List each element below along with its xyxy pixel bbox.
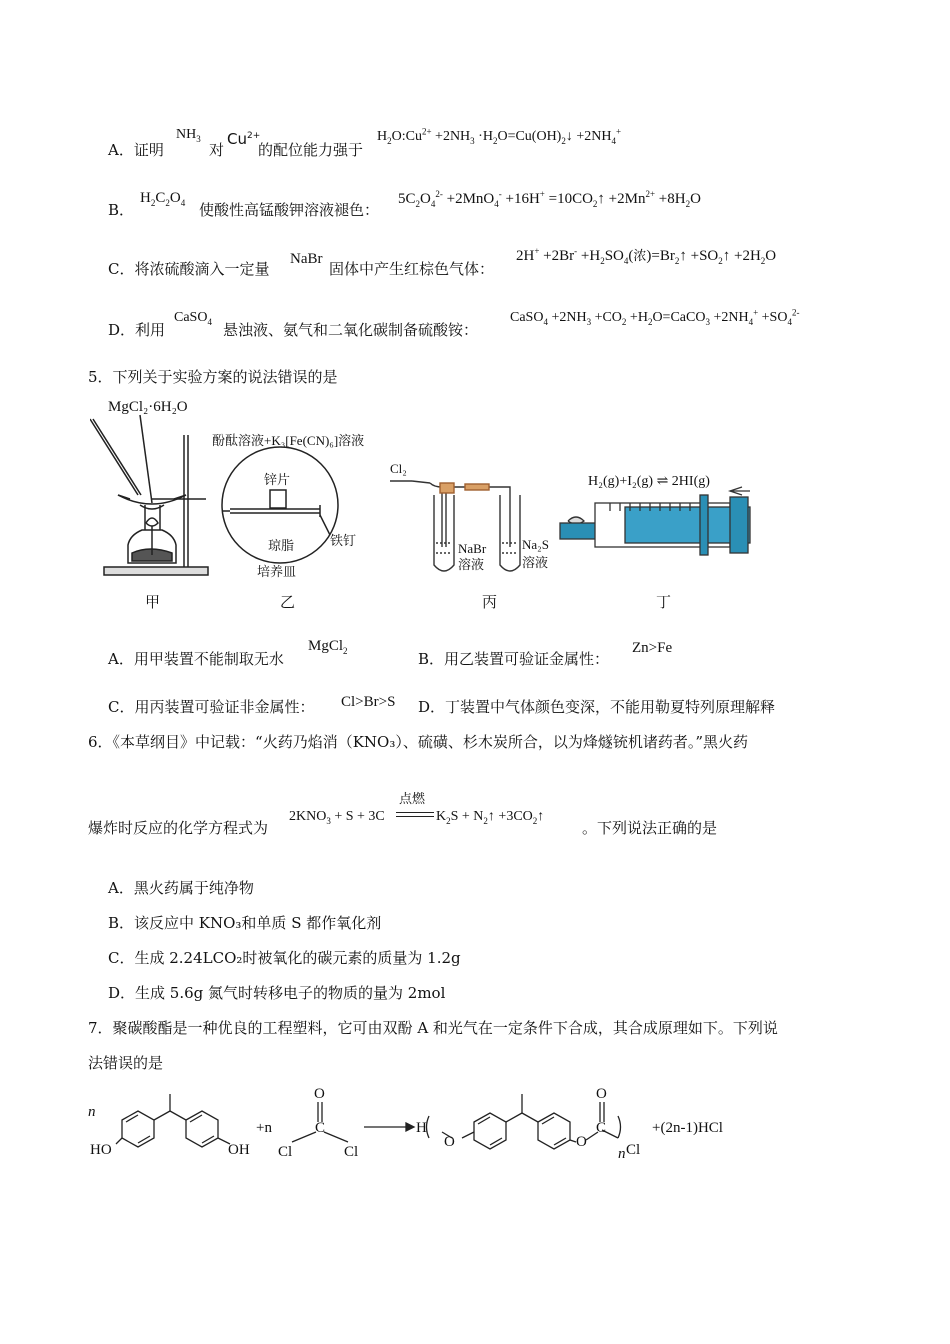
q4-option-d: D．利用 [108, 321, 166, 339]
q6-condition: 点燃 [399, 792, 426, 807]
q7-phosgene-c: C [315, 1120, 326, 1136]
q4-option-a: A．证明 [108, 141, 164, 159]
q4-c-equation: $2H^+ +2Br^- +H_2SO_4$(浓)$=Br_2↑$ $+SO_2↑ +2H_2O$ [516, 246, 777, 266]
q7-polymer-carbonyl-o: O [596, 1086, 607, 1102]
q7-polymer-o-right: O [576, 1134, 587, 1150]
q6-stem2: 爆炸时反应的化学方程式为 [88, 819, 269, 837]
ding-equation: H₂(g)+I₂(g) ⇌ 2HI(g) [588, 474, 710, 489]
jia-reagent-label: MgCl₂·6H₂O [108, 399, 188, 415]
q7-plus-n-label: +n [256, 1120, 272, 1136]
q4-option-c: C．将浓硫酸滴入一定量 [108, 260, 270, 278]
q7-oh-label: OH [228, 1142, 250, 1158]
yi-title: 酚酞溶液+K₃[Fe(CN)₆]溶液 [212, 433, 365, 448]
yi-dish-label: 培养皿 [257, 564, 297, 579]
q7-polymer-h: H [416, 1120, 427, 1136]
q4-a-nh3: $NH_3$ [176, 127, 201, 144]
q4-d-caso4: CaSO$_4$ [174, 310, 212, 327]
q6-equation-left: $2KNO_3 + S + 3C$ [289, 809, 385, 826]
q7-reaction-scheme [82, 1082, 882, 1172]
q5-option-a: A．用甲装置不能制取无水 [108, 650, 284, 668]
q5-option-c: C．用丙装置可验证非金属性： [108, 698, 315, 716]
q7-phosgene-cl-left: Cl [278, 1144, 293, 1160]
q7-polymer-cl: Cl [626, 1142, 641, 1158]
apparatus-bing [390, 481, 520, 571]
q7-phosgene-o: O [314, 1086, 325, 1102]
q4-c-nabr: NaBr [290, 251, 323, 267]
q7-ho-label: HO [90, 1142, 112, 1158]
bing-nabr-solution: 溶液 [458, 557, 485, 572]
q7-stem2: 法错误的是 [88, 1054, 164, 1072]
q5-c-order: Cl>Br>S [341, 694, 396, 710]
q4-b-text: 使酸性高锰酸钾溶液褪色： [199, 201, 380, 219]
q5-b-znfe: Zn>Fe [632, 640, 673, 656]
apparatus-jia [90, 399, 208, 575]
q5-stem: 5．下列关于实验方案的说法错误的是 [88, 368, 338, 386]
q4-a-text2: 的配位能力强于 [258, 141, 364, 159]
q5-apparatus-figure [90, 395, 870, 615]
q4-d-text: 悬浊液、氨气和二氧化碳制备硫酸铵： [223, 321, 479, 339]
caption-jia: 甲 [145, 595, 161, 611]
bing-na2s-label: Na₂S [522, 537, 549, 552]
q5-a-mgcl2: MgCl$_2$ [308, 638, 348, 656]
q7-polymer-c: C [596, 1120, 607, 1136]
q6-stem3: 。下列说法正确的是 [582, 819, 718, 837]
caption-ding: 丁 [656, 595, 672, 611]
q6-stem: 6．《本草纲目》中记载：“火药乃焰消（KNO₃）、硫磺、杉木炭所合，以为烽燧铳机诸药者。”黑火药 [88, 733, 749, 751]
q6-option-c: C．生成 2.24LCO₂时被氧化的碳元素的质量为 1.2g [108, 949, 461, 967]
q4-d-equation: CaSO$_4$ $+2NH_3 +CO_2$ $+H_2O=CaCO_3 +2NH_4^+ +SO_4^{2-}$ [510, 307, 800, 327]
q4-c-text: 固体中产生红棕色气体： [329, 260, 495, 278]
q6-equation-right: $K_2S$ + $N_2↑$ $+3CO_2↑$ [436, 809, 545, 826]
q6-option-d: D．生成 5.6g 氮气时转移电子的物质的量为 2mol [108, 984, 446, 1002]
q5-option-b: B．用乙装置可验证金属性： [418, 650, 610, 668]
q4-b-h2c2o4: $H_2C_2O_4$ [140, 190, 186, 208]
yi-zinc-label: 锌片 [264, 472, 291, 487]
bing-nabr-label: NaBr [458, 541, 487, 556]
q5-option-d: D．丁装置中气体颜色变深，不能用勒夏特列原理解释 [418, 698, 776, 716]
caption-yi: 乙 [280, 595, 296, 611]
q7-byproduct: +(2n-1)HCl [652, 1120, 723, 1136]
q4-option-b: B． [108, 201, 135, 219]
q7-n-label: n [88, 1104, 96, 1120]
caption-bing: 丙 [482, 595, 498, 611]
q7-phosgene-cl-right: Cl [344, 1144, 359, 1160]
yi-agar-label: 琼脂 [268, 538, 295, 553]
apparatus-ding [560, 487, 750, 555]
q4-a-cu: $Cu^{2+}$ [227, 130, 261, 148]
q6-option-b: B．该反应中 KNO₃和单质 S 都作氧化剂 [108, 914, 382, 932]
bing-cl2-label: Cl₂ [390, 461, 407, 476]
q4-a-equation: $H_2O:Cu^{2+} +2NH_3$ $\cdot H_2O=Cu(OH)_2↓ +2NH_4^+$ [377, 126, 622, 146]
bing-na2s-solution: 溶液 [522, 555, 549, 570]
q6-equals-sign [396, 812, 434, 817]
q4-b-equation: $5C_2O_4^{2-} +2MnO_4^- +16H^+$ $=10CO_2↑ +2Mn^{2+} +8H_2O$ [398, 189, 701, 209]
q7-polymer-o-left: O [444, 1134, 455, 1150]
q7-polymer-n: n [618, 1146, 626, 1162]
q6-option-a: A．黑火药属于纯净物 [108, 879, 254, 897]
yi-nail-label: 铁钉 [330, 533, 357, 548]
q7-stem: 7．聚碳酸酯是一种优良的工程塑料，它可由双酚 A 和光气在一定条件下合成，其合成原理如下。下列说 [88, 1019, 778, 1037]
q4-a-text1: 对 [209, 141, 225, 159]
